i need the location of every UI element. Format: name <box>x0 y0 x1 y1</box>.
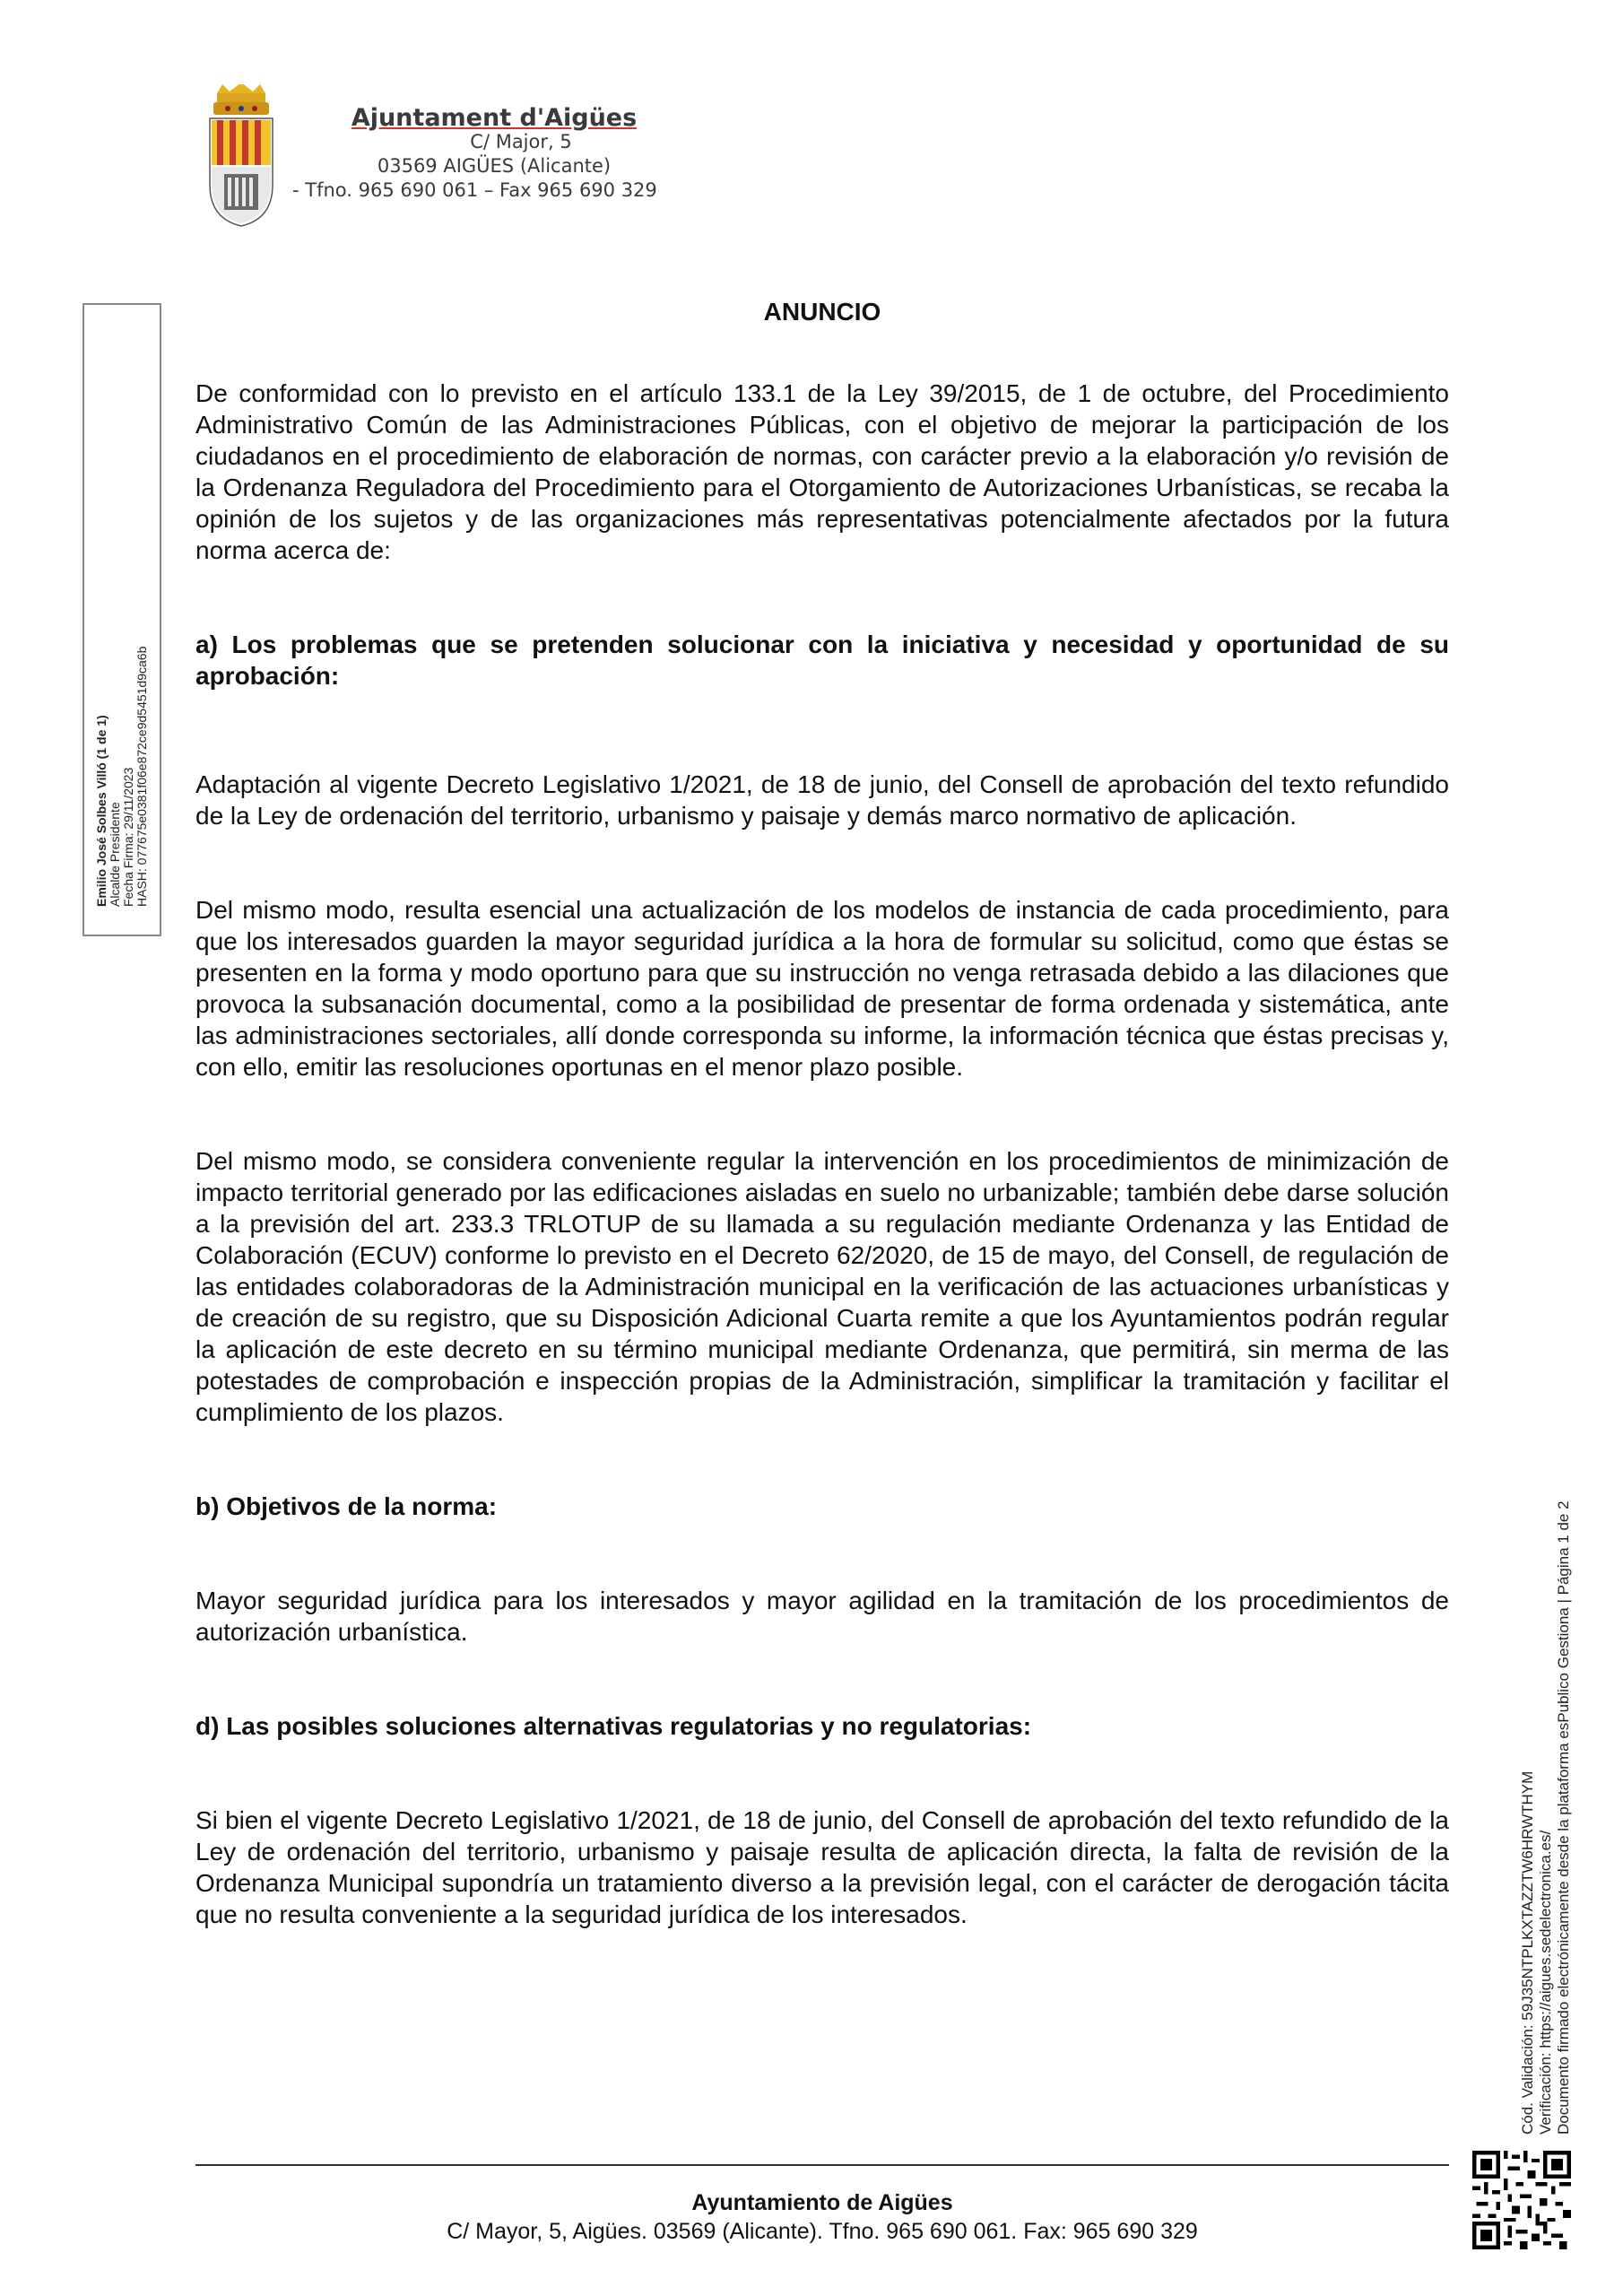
signature-box <box>82 303 161 936</box>
footer-address: C/ Mayor, 5, Aigües. 03569 (Alicante). Tfno. 965 690 061. Fax: 965 690 329 <box>447 2219 1198 2244</box>
signature-text <box>95 333 149 907</box>
section-a-paragraph-3: Del mismo modo, se considera conveniente regular la intervención en los procedimientos de minimización de impacto territorial generado por las edificaciones aisladas en suelo no urbanizable; también debe darse solución a la previsión del art. 233.3 TRLOTUP de su llamada a su regulación mediante Ordenanza y las Entidad de Colaboración (ECUV) conforme lo previsto en el Decreto 62/2020, de 15 de mayo, del Consell, de regulación de las entidades colaboradoras de la Administración municipal en la verificación de las actuaciones urbanísticas y de creación de su registro, que su Disposición Adicional Cuarta remite a que los Ayuntamientos podrán regular la aplicación de este decreto en su término municipal mediante Ordenanza, que permitirá, sin merma de las potestades de comprobación e inspección propias de la Administración, simplificar la tramitación y facilitar el cumplimiento de los plazos. <box>195 1147 1449 1426</box>
footer-name: Ayuntamiento de Aigües <box>691 2190 953 2215</box>
verification-block <box>1503 1444 1588 2135</box>
section-a-heading: a) Los problemas que se pretenden solucionar con la iniciativa y necesidad y oportunidad de su aprobación: <box>195 631 1449 690</box>
signature-date: Fecha Firma: 29/11/2023 <box>121 767 135 907</box>
letterhead <box>204 79 707 231</box>
municipal-coat-of-arms-icon <box>204 84 278 228</box>
verification-text <box>1519 1444 1573 2135</box>
section-d-paragraph: Si bien el vigente Decreto Legislativo 1/2021, de 18 de junio, del Consell de aprobación del texto refundido de la Ley de ordenación del territorio, urbanismo y paisaje resulta de aplicación directa, la falta de revisión de la Ordenanza Municipal supondría un tratamiento diverso a la previsión legal, con el carácter de derogación tácita que no resulta conveniente a la seguridad jurídica de los interesados. <box>195 1806 1449 1928</box>
verification-note: Documento firmado electrónicamente desde la plataforma esPublico Gestiona | Página 1 de 2 <box>1554 1500 1572 2135</box>
verification-url: Verificación: https://aigues.sedelectronica.es/ <box>1536 1830 1554 2135</box>
section-d-heading: d) Las posibles soluciones alternativas regulatorias y no regulatorias: <box>195 1712 1032 1740</box>
letterhead-phone: - Tfno. 965 690 061 – Fax 965 690 329 <box>292 179 657 201</box>
document-body <box>195 296 1449 1930</box>
letterhead-street: C/ Major, 5 <box>470 131 572 152</box>
letterhead-city: 03569 AIGÜES (Alicante) <box>377 155 612 177</box>
section-a-paragraph-2: Del mismo modo, resulta esencial una actualización de los modelos de instancia de cada procedimiento, para que los interesados guarden la mayor seguridad jurídica a la hora de formular su solicitud, como que éstas se presenten en la forma y modo oportuno para que su instrucción no venga retrasada debido a las dilaciones que provoca la subsanación documental, como a la posibilidad de presentar de forma ordenada y sistemática, ante las administraciones sectoriales, allí donde corresponda su informe, la información técnica que éstas precisas y, con ello, emitir las resoluciones oportunas en el menor plazo posible. <box>195 896 1449 1081</box>
intro-paragraph: De conformidad con lo previsto en el artículo 133.1 de la Ley 39/2015, de 1 de octubre, del Procedimiento Administrativo Común de las Administraciones Públicas, con el objetivo de mejorar la participación de los ciudadanos en el procedimiento de elaboración de normas, con carácter previo a la elaboración y/o revisión de la Ordenanza Reguladora del Procedimiento para el Otorgamiento de Autorizaciones Urbanísticas, se recaba la opinión de los sujetos y de las organizaciones más representativas potencialmente afectados por la futura norma acerca de: <box>195 379 1449 564</box>
letterhead-name: Ajuntament d'Aigües <box>351 104 638 132</box>
section-b-paragraph: Mayor seguridad jurídica para los interesados y mayor agilidad en la tramitación de los procedimientos de autorización urbanística. <box>195 1587 1449 1646</box>
signature-signer: Emilio José Solbes Villó (1 de 1) <box>94 715 108 907</box>
footer-divider <box>195 2164 1449 2166</box>
signature-hash: HASH: 077675e0381f06e872ce9d5451d9ca6b <box>135 646 149 907</box>
footer <box>195 2188 1449 2246</box>
document-title: ANUNCIO <box>763 298 881 326</box>
letterhead-text <box>292 106 696 203</box>
section-b-heading: b) Objetivos de la norma: <box>195 1492 498 1520</box>
section-a-paragraph-1: Adaptación al vigente Decreto Legislativo 1/2021, de 18 de junio, del Consell de aprobación del texto refundido de la Ley de ordenación del territorio, urbanismo y paisaje y demás marco normativo de aplicación. <box>195 770 1449 830</box>
signature-role: Alcalde Presidente <box>108 802 122 907</box>
qr-code-icon <box>1472 2151 1571 2249</box>
verification-code: Cód. Validación: 59J35NTPLKXTAZZTW6HRWTHYM <box>1518 1770 1536 2135</box>
